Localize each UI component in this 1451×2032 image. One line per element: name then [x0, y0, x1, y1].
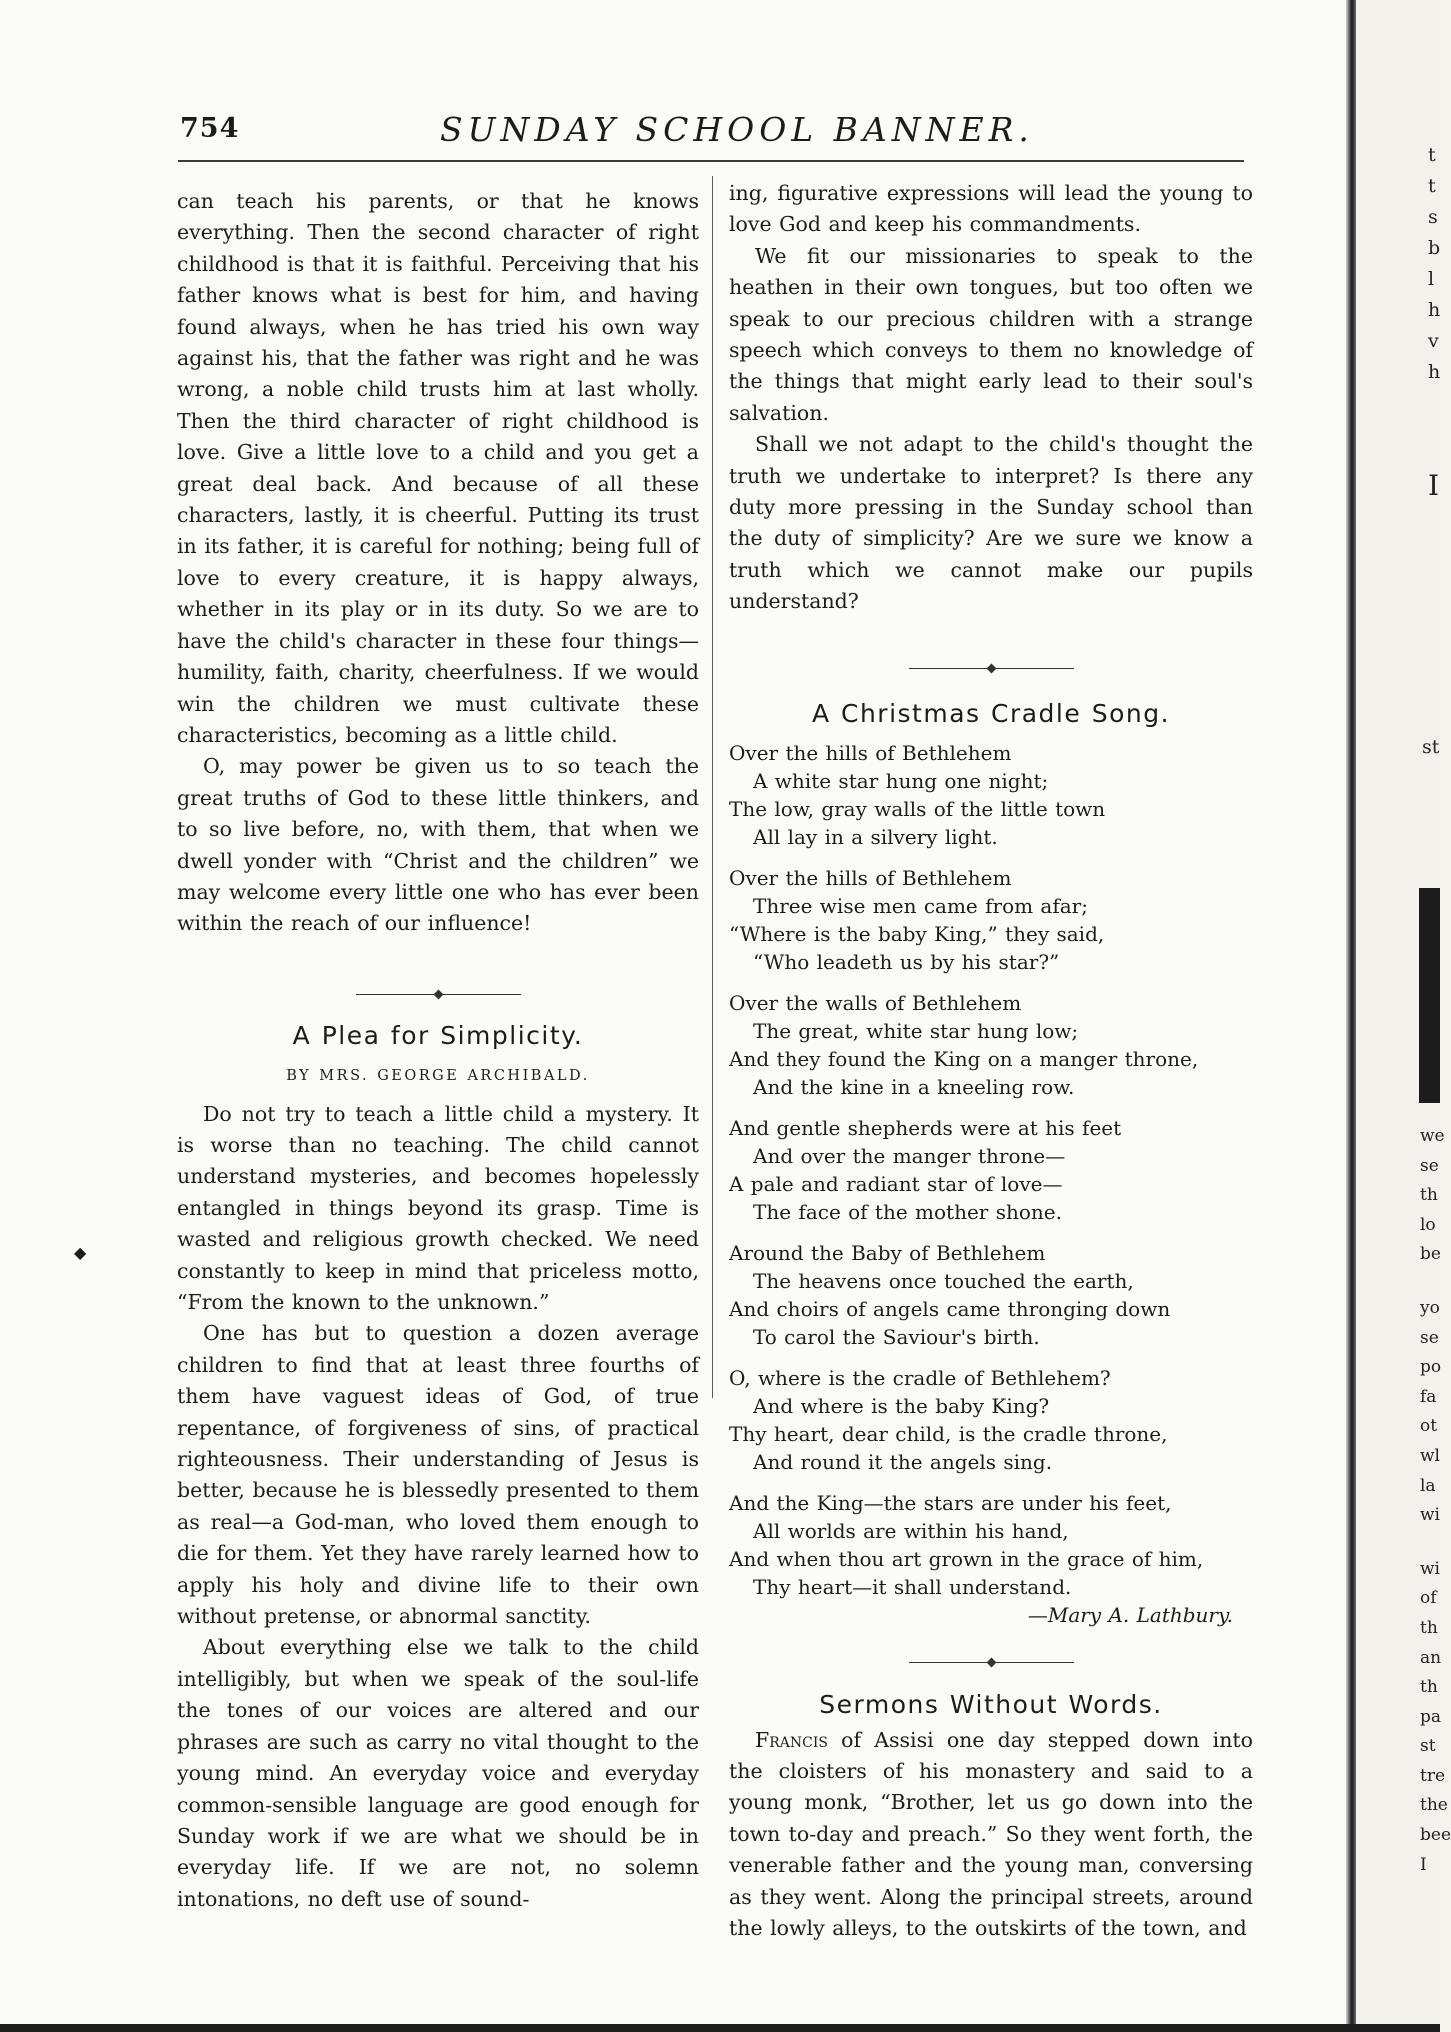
- poem-line: And over the manger throne—: [753, 1144, 1066, 1169]
- stanza: [729, 739, 1253, 851]
- poem: [729, 739, 1253, 1629]
- page-number: 754: [180, 113, 240, 144]
- poem-line: Over the walls of Bethlehem: [729, 991, 1022, 1016]
- paragraph: Shall we not adapt to the child's thought the truth we undertake to interpret? Is there any duty more pressing in the Sunday school than the duty of simplicity? Are we sure we know a truth which we cannot make our pupils understand?: [729, 432, 1253, 614]
- poem-line: And where is the baby King?: [753, 1394, 1050, 1419]
- poem-line: And choirs of angels came thronging down: [729, 1297, 1171, 1322]
- header-rule: [178, 160, 1244, 162]
- paragraph: ing, figurative expressions will lead the young to love God and keep his commandments.: [729, 181, 1253, 237]
- book-gutter: [1346, 0, 1356, 2032]
- poem-line: “Where is the baby King,” they said,: [729, 922, 1105, 947]
- facing-page-fragment: st: [1422, 736, 1440, 758]
- poem-line: A white star hung one night;: [753, 769, 1049, 794]
- margin-mark: ◆: [74, 1243, 87, 1262]
- poem-line: Over the hills of Bethlehem: [729, 866, 1012, 891]
- left-column: [177, 186, 699, 1915]
- poem-line: The face of the mother shone.: [753, 1200, 1062, 1225]
- poem-line: O, where is the cradle of Bethlehem?: [729, 1366, 1111, 1391]
- poem-line: “Who leadeth us by his star?”: [753, 950, 1060, 975]
- facing-page-fragments: we se th lo be yo se po fa ot wl la wi wi of th an th pa st tre the bee I: [1420, 1126, 1451, 1875]
- article-title: Sermons Without Words.: [819, 1690, 1163, 1720]
- facing-page-initial: I: [1428, 469, 1440, 502]
- paragraph: About everything else we talk to the child intelligibly, but when we speak of the soul-life the tones of our voices are altered and our phrases are such as carry no vital thought to the young mind. An everyday voice and everyday common-sensible language are good enough for Sunday work if we are what we should be in everyday life. If we are not, no solemn intonations, no deft use of sound-: [177, 1635, 699, 1911]
- byline: BY MRS. GEORGE ARCHIBALD.: [286, 1068, 590, 1085]
- poem-line: All worlds are within his hand,: [753, 1519, 1069, 1544]
- paragraph: O, may power be given us to so teach the great truths of God to these little thinkers, and to so live before, no, with them, that when we dwell yonder with “Christ and the children” we may welcome every little one who has ever been within the reach of our influence!: [177, 754, 699, 936]
- right-column: [729, 178, 1253, 1944]
- stanza: [729, 1239, 1253, 1351]
- poem-line: And when thou art grown in the grace of him,: [729, 1547, 1204, 1572]
- poem-line: And they found the King on a manger throne,: [729, 1047, 1199, 1072]
- section-ornament: [729, 658, 1253, 680]
- section-ornament: [729, 1651, 1253, 1673]
- paragraph: One has but to question a dozen average children to find that at least three fourths of them have vaguest ideas of God, of true repentance, of forgiveness of sins, of practical righteousness. Their understanding of Jesus is better, because he is blessedly presented to them as real—a God-man, who loved them enough to die for them. Yet they have rarely learned how to apply his holy and divine life to their own without pretense, or abnormal sanctity.: [177, 1321, 700, 1629]
- poem-title: A Christmas Cradle Song.: [811, 698, 1171, 728]
- paragraph: Do not try to teach a little child a mystery. It is worse than no teaching. The child cannot understand mysteries, and becomes hopelessly entangled in things beyond its grasp. Time is wasted and religious growth checked. We need constantly to keep in mind that priceless motto, “From the known to the unknown.”: [177, 1101, 699, 1314]
- poem-line: And the King—the stars are under his feet,: [729, 1491, 1172, 1516]
- poem-line: The great, white star hung low;: [753, 1019, 1079, 1044]
- poem-line: The heavens once touched the earth,: [753, 1269, 1134, 1294]
- paragraph-text: of Assisi one day stepped down into the cloisters of his monastery and said to a young monk, “Brother, let us go down into the town to-day and preach.” So they went forth, the venerable father and the young man, conversing as they went. Along the principal streets, around the lowly alleys, to the outskirts of the town, and: [729, 1727, 1253, 1940]
- poem-attribution: —Mary A. Lathbury.: [1027, 1603, 1233, 1628]
- lead-word: Francis: [755, 1727, 828, 1752]
- facing-page-fragments: t t s b l h v h: [1428, 144, 1441, 383]
- paragraph: can teach his parents, or that he knows everything. Then the second character of right childhood is that it is faithful. Perceiving that his father knows what is best for him, and having found always, when he has tried his own way against his, that the father was right and he was wrong, a noble child trusts him at last wholly. Then the third character of right childhood is love. Give a little love to a child and you get a great deal back. And because of all these characters, lastly, it is cheerful. Putting its trust in its father, it is careful for nothing; being full of love to every creature, it is happy always, whether in its play or in its duty. So we are to have the child's character in these four things—humility, faith, charity, cheerfulness. If we would win the children we must cultivate these characteristics, becoming as a little child.: [177, 189, 699, 747]
- stanza: [729, 1489, 1253, 1601]
- poem-line: Thy heart, dear child, is the cradle throne,: [729, 1422, 1168, 1447]
- stanza: [729, 1114, 1253, 1226]
- stanza: [729, 864, 1253, 976]
- poem-line: All lay in a silvery light.: [753, 825, 998, 850]
- article-title: A Plea for Simplicity.: [292, 1020, 584, 1050]
- poem-line: To carol the Saviour's birth.: [753, 1325, 1040, 1350]
- poem-line: Thy heart—it shall understand.: [753, 1575, 1072, 1600]
- poem-line: Three wise men came from afar;: [753, 894, 1088, 919]
- facing-page-dark-box: [1419, 888, 1440, 1103]
- stanza: [729, 989, 1253, 1101]
- column-rule: [712, 176, 713, 1398]
- poem-line: Over the hills of Bethlehem: [729, 741, 1012, 766]
- stanza: [729, 1364, 1253, 1476]
- bottom-edge: [0, 2024, 1440, 2032]
- poem-line: And the kine in a kneeling row.: [753, 1075, 1075, 1100]
- running-head: SUNDAY SCHOOL BANNER.: [440, 110, 1034, 149]
- paragraph: [729, 1725, 1253, 1945]
- poem-line: Around the Baby of Bethlehem: [729, 1241, 1046, 1266]
- poem-line: The low, gray walls of the little town: [729, 797, 1106, 822]
- poem-line: And gentle shepherds were at his feet: [729, 1116, 1122, 1141]
- poem-line: A pale and radiant star of love—: [729, 1172, 1063, 1197]
- poem-line: And round it the angels sing.: [753, 1450, 1053, 1475]
- section-ornament: [177, 984, 699, 1006]
- paragraph: We fit our missionaries to speak to the heathen in their own tongues, but too often we speak to our precious children with a strange speech which conveys to them no knowledge of the things that might early lead to their soul's salvation.: [729, 243, 1253, 425]
